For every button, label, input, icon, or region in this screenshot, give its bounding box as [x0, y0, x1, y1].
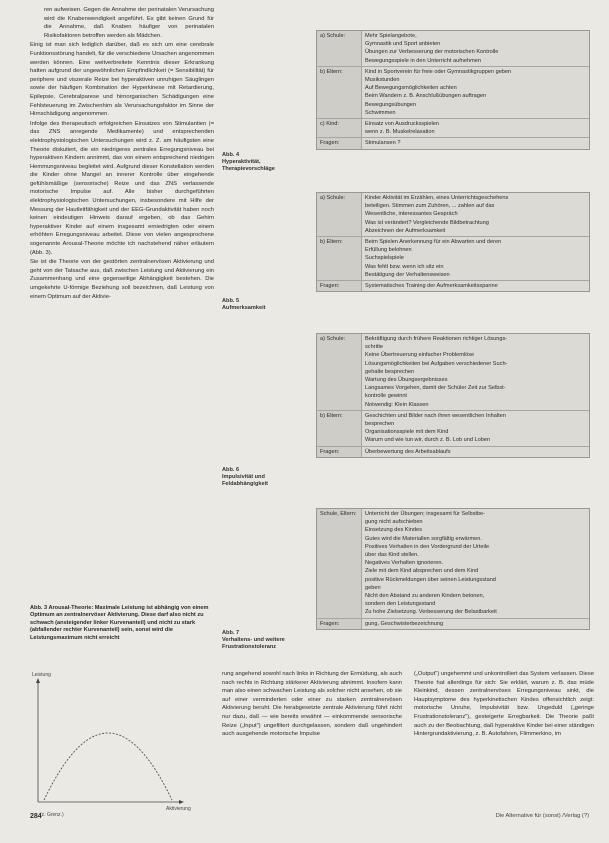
row-line: Einsatz von Ausdrucksspielen	[365, 121, 440, 128]
row-line: Übungen zur Verbesserung der motorischen Kontrolle	[365, 49, 499, 56]
row-values	[361, 31, 589, 66]
row-line: Erfüllung belohnen	[365, 247, 412, 254]
row-line: besprechen	[365, 421, 395, 428]
row-line: Bestätigung der Verhaltensweisen	[365, 271, 450, 278]
table-row	[317, 118, 589, 137]
row-line: Bewegungsspiele in den Unterricht aufnehmen	[365, 57, 481, 64]
table-row	[317, 31, 589, 66]
row-line: Stimulansen ?	[365, 140, 401, 147]
row-values	[361, 619, 589, 629]
row-line: Bewegungsübungen	[365, 101, 417, 108]
figure-4-table	[316, 30, 590, 150]
right-text: („Output") ungehemmt und unkontrolliert das System verlassen. Diese Theorie hat allerdings für sich: Sie erklärt, warum z. B. das müde Kleinkind, dessen zentralnervöses Erregungsniveau sinkt, die Hauptsymptome des hyperkinetischen Kindes offensichtlich zeigt: motorische Unruhe, Impulsivität bzw. Ungeduld („geringe Frustrationstoleranz"), gesteigerte Erregbarkeit. Die Theorie paßt auch zu der Beobachtung, daß hyperaktive Kinder bei einer ständigen Hintergrundaktivierung, z. B. Autofahren, Flimmerkino, im	[414, 671, 594, 738]
abb-7-label	[222, 630, 310, 651]
figure-5-table	[316, 192, 590, 292]
row-line: geben	[365, 584, 381, 591]
page-number: 284	[30, 813, 42, 820]
graph-note: (z. Grenz.)	[40, 812, 64, 818]
row-line: wenn z. B. Muskelrelaxation	[365, 129, 435, 136]
row-line: beteiligen. Stimmen zum Zuhören, ... zahlen auf das	[365, 203, 495, 210]
table-row	[317, 410, 589, 446]
row-line: Beim Wandern z. B. Anschlußübungen auftragen	[365, 93, 487, 100]
row-line: Kinder Aktivität im Erzählen, eines Unterrichtsgeschehens	[365, 195, 509, 201]
middle-text: rung angehend sowohl nach links in Richtung der Ermüdung, als auch nach rechts in Richtung stärkerer Aktivierung abnimmt. Insofern kann man also einen schwachen Leistung als solcher nicht ansehen, ob sie auf einer verminderten oder einer zu starken zentralnervösen Aktivierung beruht. Die herabgesetzte zentrale Aktivierung führt nicht nur dazu, daß — wie bereits erwähnt — einkommende sensorische Reize („Input") ungefiltert durchgelassen, sondern daß ungehindert auch ausgehende motorische Impulse	[222, 671, 402, 738]
left-paragraph: ren aufweisen. Gegen die Annahme der perinatalen Verursachung wird die Knabenwendigkeit angeführt. Es gibt keinen Grund für die Annahme, daß Knaben häufiger von perinatalen Risikofaktoren betroffen werden als Mädchen.	[44, 7, 214, 39]
row-line: Gutes wird die Materiallen sorgfältig erwärmen.	[365, 535, 482, 542]
row-line: Mehr Spielangebote,	[365, 33, 417, 39]
row-line: Bekräftigung durch frühere Reaktionen richtiger Lösungs-	[365, 336, 508, 342]
row-line: Ziele mit dem Kind absprechen und dem Kind	[365, 568, 479, 575]
table-row	[317, 446, 589, 457]
row-key: Fragen:	[320, 140, 340, 147]
row-key: Fragen:	[320, 283, 340, 290]
abb-5-label	[222, 298, 310, 312]
table-row	[317, 334, 589, 410]
row-line: Suchspielspiele	[365, 255, 404, 262]
abb-4-label	[222, 152, 310, 173]
row-line: gehalte besprechen	[365, 368, 415, 375]
left-text-column	[30, 6, 214, 302]
figure-3-caption-text: Abb. 3 Arousal-Theorie: Maximale Leistung ist abhängig von einem Optimum an zentralnervöser Aktivierung. Diese darf also nicht zu schwach (ansteigender linker Kurvenanteil) und nicht zu stark (abfallender rechter Kurvenanteil) sein, sonst wird die Leistungsmaximum nicht erreicht	[30, 605, 209, 641]
table-row	[317, 137, 589, 148]
row-line: Einsetzung des Kindes	[365, 527, 422, 534]
row-line: Gymnastik und Sport anbieten	[365, 41, 441, 48]
row-line: Kind in Sportverein für freie oder Gymnastikgruppen geben	[365, 68, 512, 75]
row-line: Negatives Verhalten ignorieren.	[365, 560, 444, 567]
row-line: Lösungsmöglichkeiten bei Aufgaben verschiedener Such-	[365, 360, 508, 367]
row-line: Systematisches Training der Aufmerksamkeitsspanne	[365, 283, 498, 290]
row-line: Wesentliche, interessantes Gespräch	[365, 211, 458, 218]
row-line: Geschichten und Bilder nach ihren wesentlichen Inhalten	[365, 412, 506, 419]
row-key: Fragen:	[320, 448, 340, 455]
row-key: b) Eltern:	[320, 68, 343, 75]
row-line: sondern den Leistungsstand	[365, 601, 436, 608]
row-line: schritte	[365, 344, 384, 351]
middle-text-column	[222, 670, 402, 739]
row-line: Positives Verhalten in den Vordergrund der Urteile	[365, 543, 490, 550]
row-line: Schwimmen	[365, 109, 396, 116]
row-line: Warum und wie tun wir, durch z. B. Lob und Loben	[365, 437, 491, 444]
row-line: positive Rückmeldungen über seinen Leistungsstand	[365, 576, 496, 583]
arousal-graph-svg	[30, 672, 214, 822]
row-line: Organisationsspiele mit dem Kind	[365, 429, 449, 436]
x-axis-label: Aktivierung	[166, 806, 191, 812]
row-line: Beim Spielen Anerkennung für ein Abwarten und deren	[365, 239, 502, 246]
inverted-u-curve	[44, 733, 172, 800]
left-paragraph: Infolge des therapeutisch erfolgreichen Einsatzes von Stimulantien (= das ZNS anregende Medikamente) und entsprechenden elektrophysiologischen Untersuchungen wird z. Z. am häufigsten eine Theorie diskutiert, die ein niedrigeres zentrales Erregungsniveau bei hyperaktiven Kindern annimmt, das von einem entsprechend niedrigen Hemmungsniveau begleitet wird. Aufgrund dieser Konstellation werden die Kinder ohne Mangel an innerer Kontrolle über eingehende gefühlsmäßige (sensorische) Reize und das ZNS verlassende motorische Impulse auf. Alle bisher durchgeführten elektrophysiologischen Untersuchungen, insbesondere mit Hilfe der Messung der Hautleitfähigkeit und der EEG-Grundaktivität haben noch keinen eindeutigen Hinweis darauf ergeben, ob das Gehirn hyperaktiver Kinder auf einem insgesamt erniedrigten oder einem erhöhten Erregungsniveau arbeitet. Diese von vielen angesprochene sogenannte Arousal-Theorie möchte ich nachstehend näher erläutern (Abb. 3).	[30, 120, 214, 256]
row-values	[361, 281, 589, 291]
row-key: Schule, Eltern:	[320, 511, 357, 517]
left-paragraph: Einig ist man sich lediglich darüber, daß es sich um eine cerebrale Funktionsstörung handelt, für die verschiedene Ursachen angenommen werden können. Eine weitverbreitete Kenntnis dieser Erkrankung hatten aufgrund der ungewöhnlichen Empfindlichkeit (= Sensibilität) für periphere und viszerale Reize bei hyperaktiven unruhigen Säuglingen sowie der häufigen Kombination der Hyperkinese mit Retardierung, Epilepsie, Cerebralparese und hirnorganischen Schädigungen eine Fehlsteuerung im Zwischenhirn als Verursachungsfaktor im Sinne der Hirnschädigung angenommen.	[30, 42, 215, 118]
row-line: Notwendig: Klein Klassen	[365, 401, 429, 408]
row-line: Zu hohe Zielsetzung. Verbesserung der Belastbarkeit	[365, 609, 497, 616]
table-row	[317, 509, 589, 618]
row-values	[361, 447, 589, 457]
figure-7-table	[316, 508, 590, 630]
table-row	[317, 66, 589, 118]
abb-6-label-text: Abb. 6 Impulsivität und Feldabhängigkeit	[222, 467, 268, 487]
row-line: gung, Geschwisterbezeichnung	[365, 620, 444, 627]
row-line: Was fehlt bzw. wenn ich sitz ein	[365, 263, 444, 270]
row-line: kontrolle gewinnt	[365, 393, 407, 400]
y-axis-arrow	[36, 678, 40, 683]
row-values	[361, 411, 589, 446]
row-key: b) Eltern:	[320, 239, 343, 246]
row-key: a) Schule:	[320, 336, 346, 342]
row-values	[361, 334, 589, 410]
row-values	[361, 193, 589, 236]
row-line: Was ist verändert? Vergleichende Bildbetrachtung	[365, 219, 489, 226]
row-values	[361, 509, 589, 618]
table-row	[317, 618, 589, 629]
row-line: Nicht den Abstand zu anderen Kindern betonen,	[365, 593, 485, 600]
row-line: Musikstunden	[365, 77, 400, 84]
table-row	[317, 236, 589, 280]
table-row	[317, 193, 589, 236]
abb-4-label-text: Abb. 4 Hyperaktivität, Therapievorschläge	[222, 152, 275, 172]
abb-5-label-text: Abb. 5 Aufmerksamkeit	[222, 298, 266, 311]
abb-7-label-text: Abb. 7 Verhaltens- und weitere Frustrationstoleranz	[222, 630, 285, 650]
right-text-column	[414, 670, 594, 739]
row-line: Langsames Vorgehen, damit der Schüler Zeit zur Selbst-	[365, 385, 506, 392]
abb-6-label	[222, 467, 310, 488]
row-line: Auf Bewegungsmöglichkeiten achten	[365, 85, 457, 92]
arousal-graph	[30, 672, 214, 822]
row-key: a) Schule:	[320, 195, 346, 201]
row-line: Unterricht der Übungen; insgesamt für Selbstbe-	[365, 511, 486, 517]
row-line: Keine Übertreuerung einfacher Problemlöse	[365, 352, 475, 359]
row-values	[361, 237, 589, 280]
x-axis-arrow	[179, 800, 184, 804]
figure-6-table	[316, 333, 590, 458]
row-values	[361, 138, 589, 148]
table-row	[317, 280, 589, 291]
row-line: Wartung des Übungsergebnisses	[365, 377, 448, 384]
row-values	[361, 119, 589, 137]
row-line: gung nicht aufschieben	[365, 519, 423, 526]
figure-3-caption	[30, 605, 214, 642]
row-key: c) Kind:	[320, 121, 339, 128]
page-footer: Die Alternative für (sonst) /Verlag (?)	[495, 813, 589, 819]
row-key: a) Schule:	[320, 33, 346, 39]
row-values	[361, 67, 589, 118]
row-line: über das Kind stellen.	[365, 552, 419, 559]
y-axis-label: Leistung	[32, 672, 51, 678]
row-line: Überbewertung des Arbeitsablaufs	[365, 448, 451, 455]
row-line: Abzeichnen der Aufmerksamkeit	[365, 227, 446, 234]
left-paragraph: Sie ist die Theorie von der gestörten zentralnervösen Aktivierung und geht von der Tatsache aus, daß zwischen Leistung und Aktivierung ein Zusammenhang und eine gegenseitige Abhängigkeit bestehen. Die umgekehrte U-förmige Beziehung soll bezeichnen, daß Leistung von einem Optimum auf der Aktivie-	[30, 259, 214, 300]
row-key: b) Eltern:	[320, 412, 343, 419]
row-key: Fragen:	[320, 620, 340, 627]
